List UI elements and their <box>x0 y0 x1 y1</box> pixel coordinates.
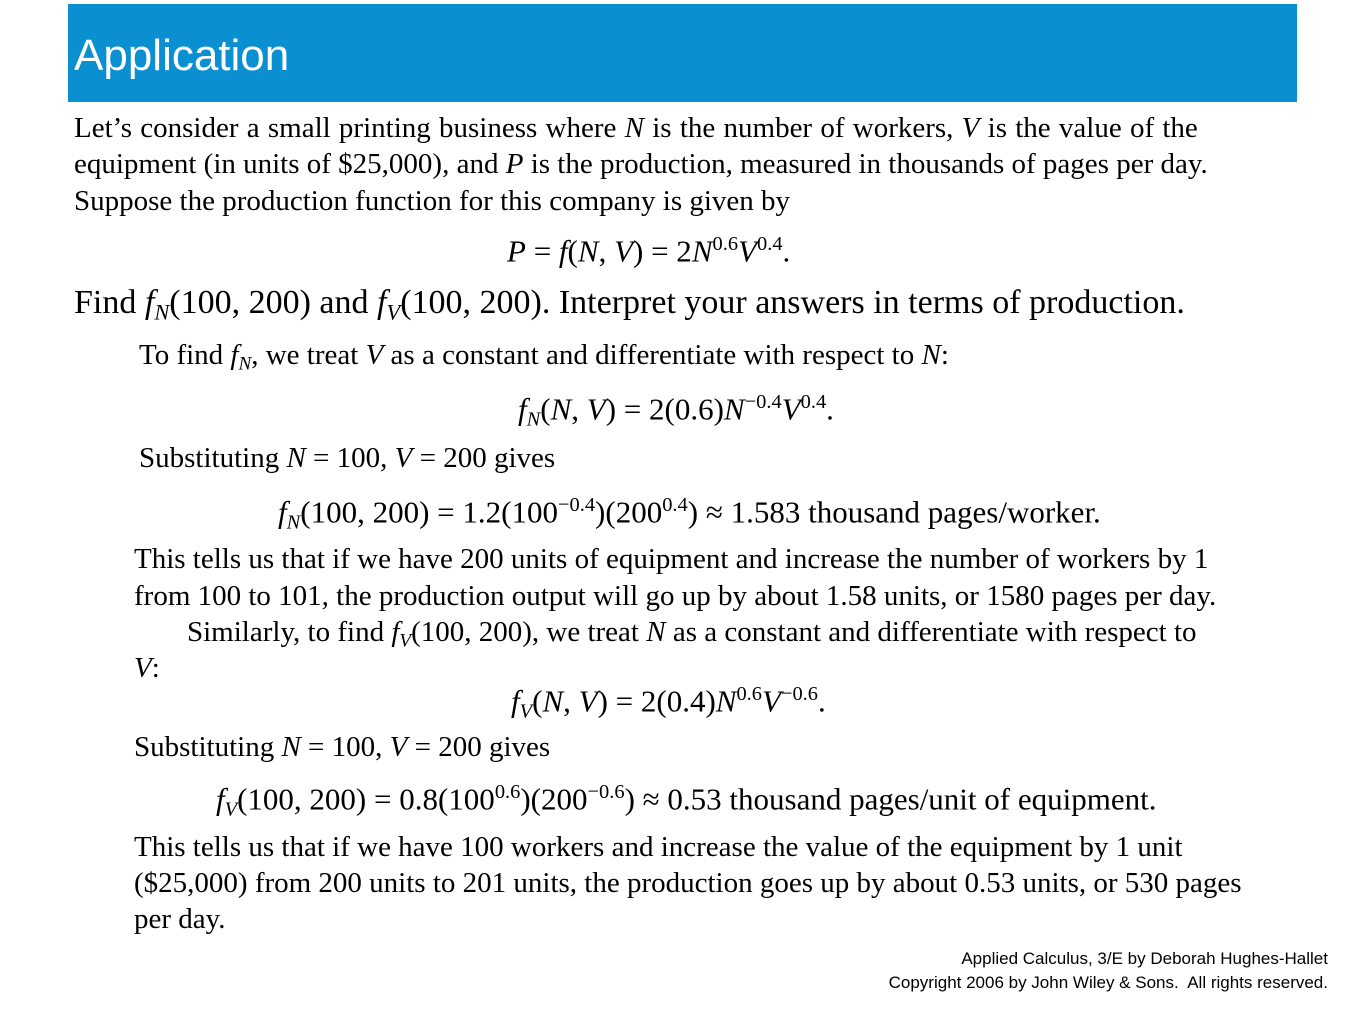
substitution-2: Substituting N = 100, V = 200 gives <box>134 731 551 763</box>
problem-line-2: equipment (in units of $25,000), and P is the production, measured in thousands of pages per day. <box>74 148 1208 180</box>
interpretation-1-line-1: This tells us that if we have 200 units of equipment and increase the number of workers by 1 <box>134 543 1209 575</box>
substitution-1: Substituting N = 100, V = 200 gives <box>139 442 556 474</box>
fv-value-equation: fV(100, $200) = 0.8(100^{0.6})(200^{-0.6}) \approx 0.53$ thousand pages/unit of equipment. <box>216 781 1157 821</box>
fn-derivative-equation: fN(N, $V) = 2(0.6)N^{-0.4}V^{0.4}$. <box>518 391 834 431</box>
problem-line-3: Suppose the production function for this company is given by <box>74 185 791 217</box>
question: Find fN(100, 200) and fV(100, 200). Interpret your answers in terms of production. <box>74 284 1185 325</box>
fv-intro: Similarly, to find fV(100, 200), we treat N as a constant and differentiate with respect to <box>187 616 1197 652</box>
interpretation-2-line-2: ($25,000) from 200 units to 201 units, the production goes up by about 0.53 units, or 530 pages <box>134 867 1242 899</box>
problem-line-1: Let’s consider a small printing business where N is the number of workers, V is the value of the <box>74 112 1198 144</box>
fv-derivative-equation: fV(N, $V) = 2(0.4)N^{0.6}V^{-0.6}$. <box>511 683 826 723</box>
interpretation-1-line-2: from 100 to 101, the production output will go up by about 1.58 units, or 1580 pages per day. <box>134 580 1217 612</box>
citation-line-1: Applied Calculus, 3/E by Deborah Hughes-Hallet <box>961 949 1328 968</box>
title-bar <box>68 4 1297 102</box>
fn-intro: To find fN, we treat V as a constant and differentiate with respect to N: <box>139 339 949 375</box>
production-function-equation: P = f(N, $V) = 2N^{0.6}V^{0.4}$. <box>507 233 791 269</box>
interpretation-2-line-1: This tells us that if we have 100 workers and increase the value of the equipment by 1 unit <box>134 831 1183 863</box>
slide-title: Application <box>74 31 290 80</box>
copyright-line: Copyright 2006 by John Wiley & Sons. All rights reserved. <box>888 973 1328 992</box>
fn-value-equation: fN(100, $200) = 1.2(100^{-0.4})(200^{0.4}) \approx 1.583$ thousand pages/worker. <box>278 494 1101 534</box>
fv-intro-continued: V: <box>134 652 160 684</box>
interpretation-2-line-3: per day. <box>134 903 226 935</box>
